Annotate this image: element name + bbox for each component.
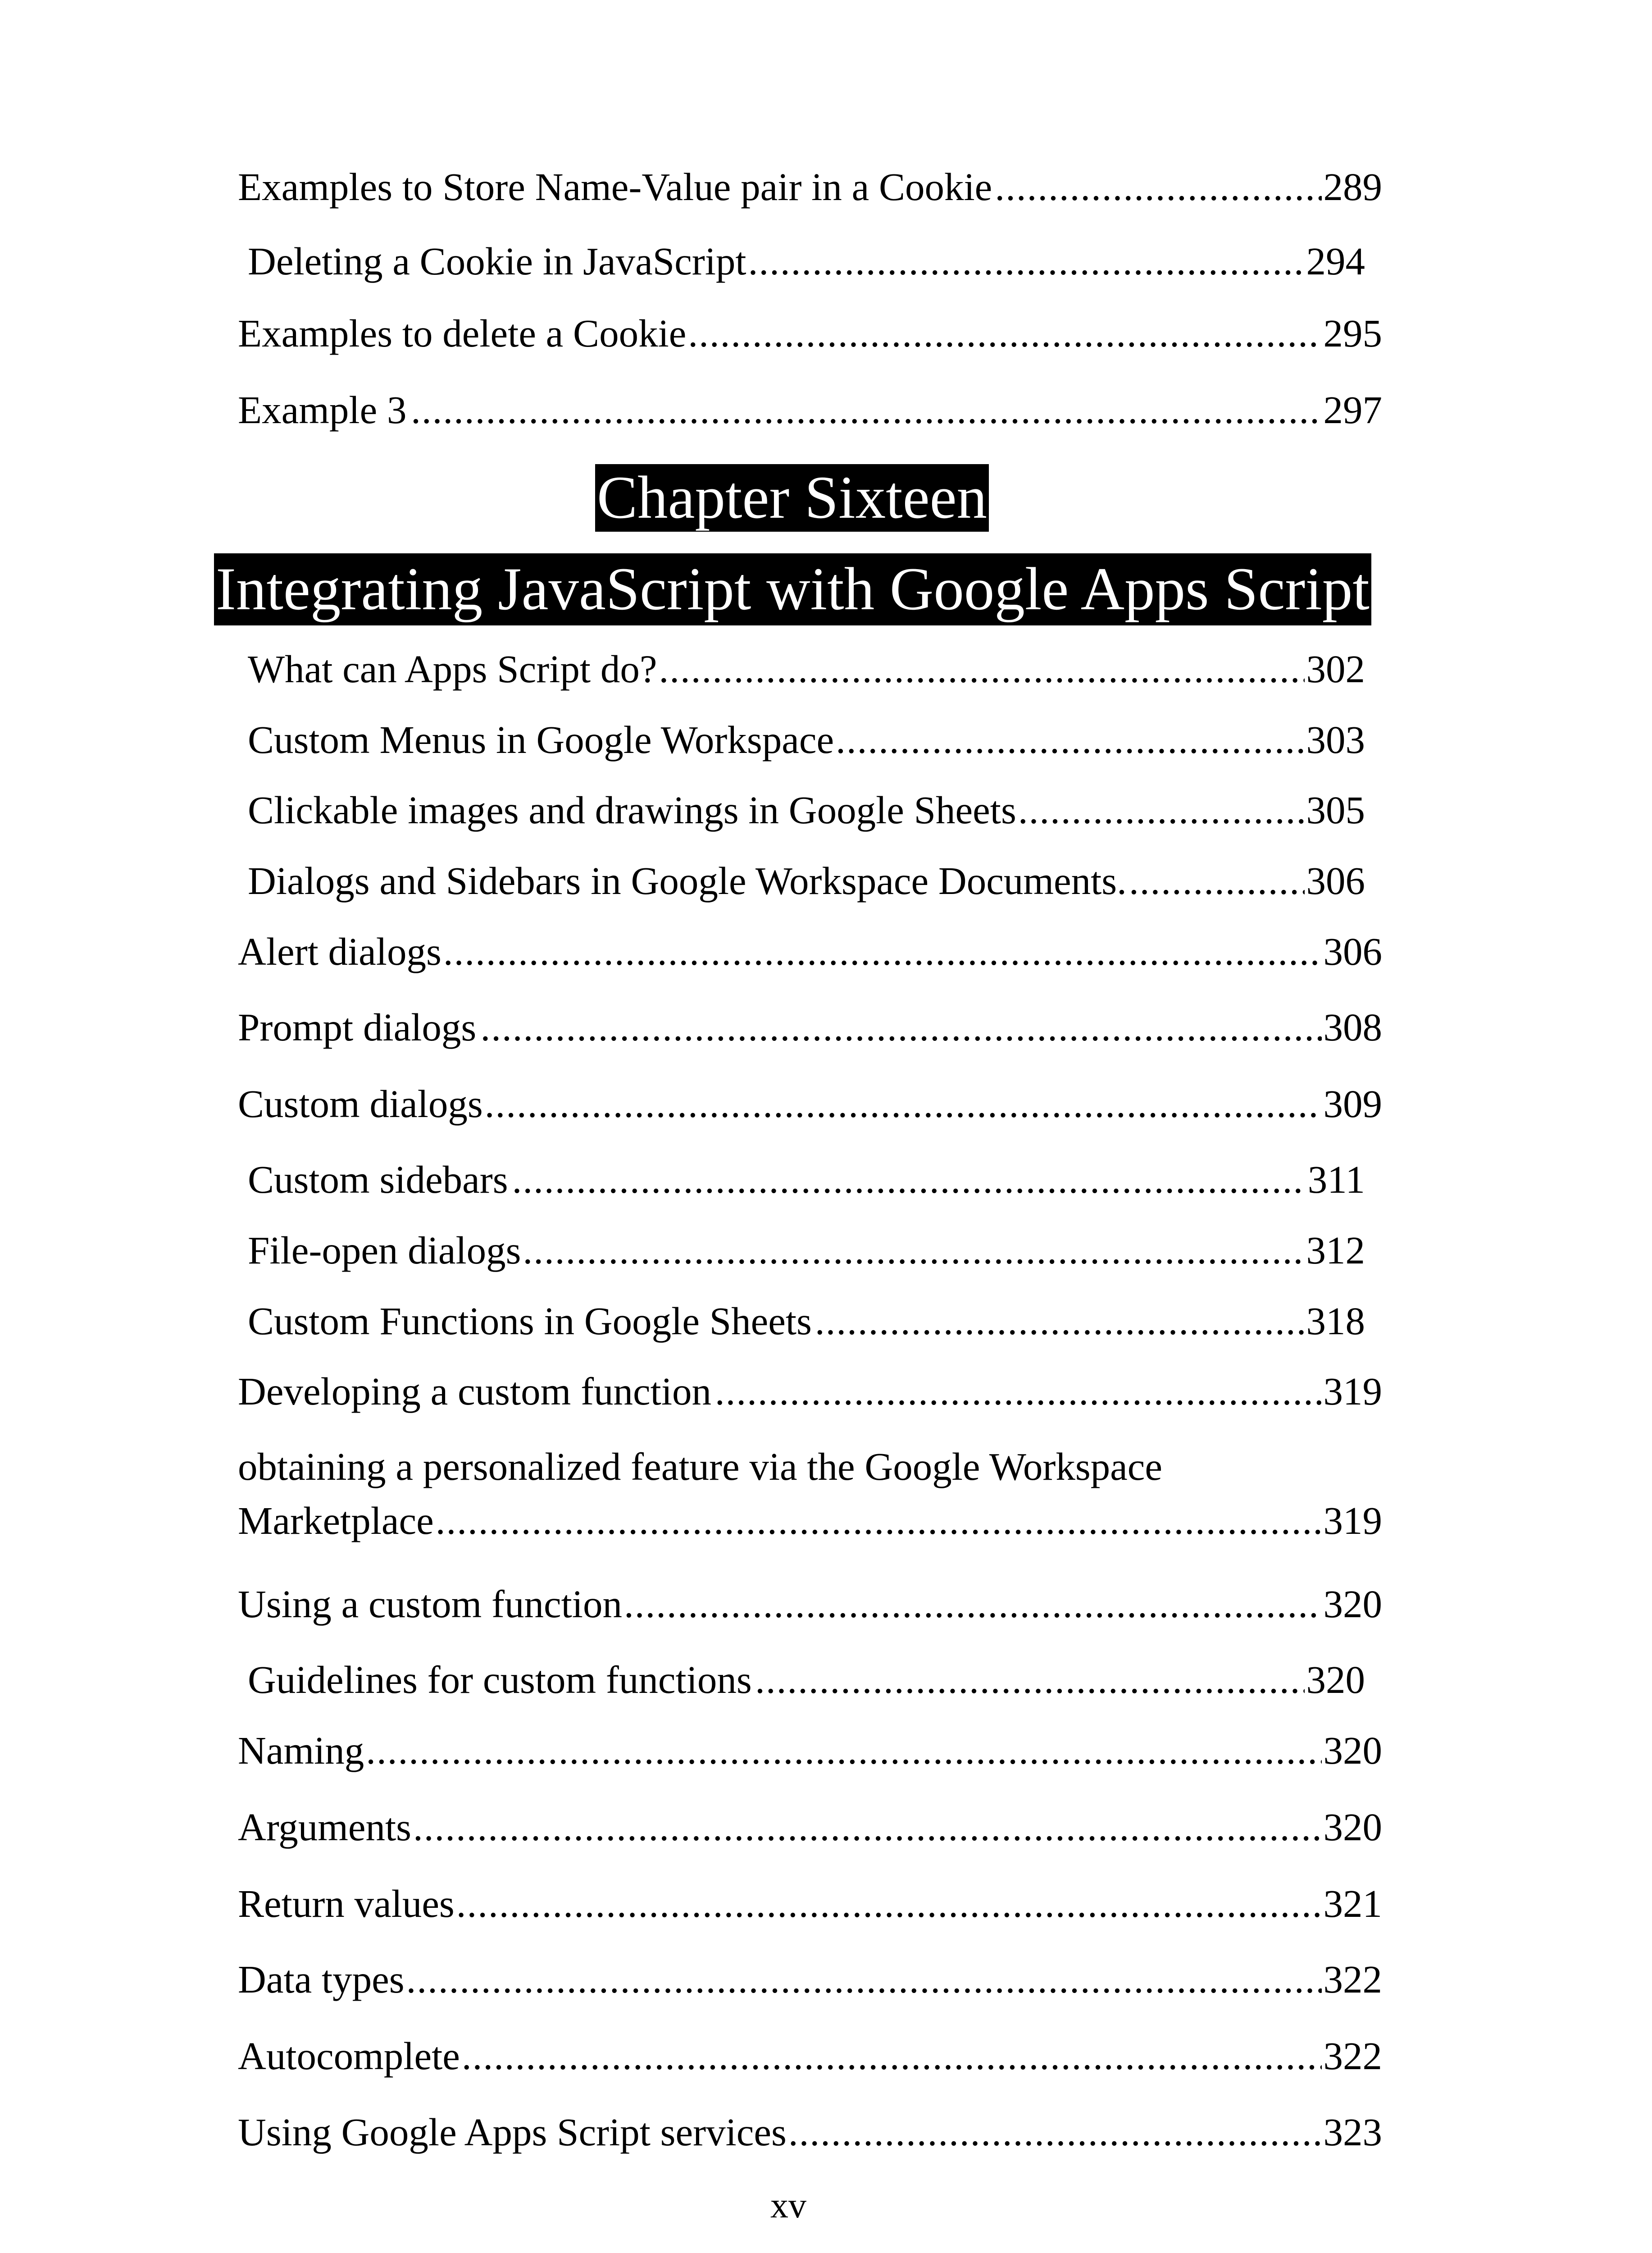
toc-entry-title: Clickable images and drawings in Google Sheets [248,788,1016,832]
toc-entry-page: 303 [1306,718,1365,762]
toc-entry[interactable] [238,1579,1382,1629]
dot-leader [755,1655,1304,1705]
dot-leader [659,644,1304,694]
toc-entry-page: 322 [1323,1957,1382,2001]
toc-entry-title: Return values [238,1882,455,1925]
toc-entry-title: File-open dialogs [248,1228,521,1272]
toc-entry-page: 297 [1323,388,1382,432]
toc-entry-title: Naming [238,1729,364,1772]
dot-leader [715,1367,1322,1416]
toc-entry[interactable] [238,385,1382,435]
toc-entry[interactable] [238,1802,1382,1852]
toc-entry-title: Developing a custom function [238,1369,712,1413]
dot-leader [411,385,1321,435]
dot-leader [512,1155,1306,1204]
toc-entry-title: Prompt dialogs [238,1005,477,1049]
dot-leader [462,2031,1322,2081]
toc-entry-title: Custom sidebars [248,1158,508,1201]
toc-entry-page: 305 [1306,788,1365,832]
toc-entry-title: Using a custom function [238,1582,622,1626]
toc-entry-title: Examples to Store Name-Value pair in a Cookie [238,165,992,209]
dot-leader [995,162,1321,212]
toc-entry[interactable] [248,1226,1365,1275]
toc-entry-page: 306 [1323,930,1382,973]
chapter-number-heading: Chapter Sixteen [595,464,989,532]
toc-entry-page: 311 [1307,1158,1365,1201]
toc-entry[interactable] [248,856,1365,906]
toc-entry[interactable] [248,1655,1365,1705]
toc-entry[interactable] [238,1955,1382,2004]
toc-entry-title: Custom Menus in Google Workspace [248,718,834,762]
dot-leader [815,1296,1305,1346]
toc-entry[interactable] [248,715,1365,765]
toc-entry[interactable] [238,1879,1382,1929]
toc-entry-title: What can Apps Script do? [248,647,657,691]
toc-entry-page: 294 [1306,239,1365,283]
toc-entry-page: 321 [1323,1882,1382,1925]
toc-entry-title: Deleting a Cookie in JavaScript [248,239,746,283]
dot-leader [443,927,1322,976]
toc-entry[interactable] [238,162,1382,212]
dot-leader [788,2107,1322,2157]
toc-entry[interactable] [238,1726,1382,1775]
toc-entry[interactable] [238,2107,1382,2157]
chapter-title-heading: Integrating JavaScript with Google Apps Script [214,553,1371,625]
toc-entry-page: 312 [1306,1228,1365,1272]
toc-entry-page: 320 [1306,1658,1365,1701]
toc-entry-title: Dialogs and Sidebars in Google Workspace Documents. [248,859,1127,903]
dot-leader [624,1579,1322,1629]
dot-leader [1129,856,1304,906]
toc-entry[interactable] [238,1079,1382,1129]
dot-leader [688,309,1321,358]
toc-entry-page: 289 [1323,165,1382,209]
toc-entry[interactable] [238,1003,1382,1052]
toc-entry[interactable] [238,1367,1382,1416]
toc-entry-page: 322 [1323,2034,1382,2078]
toc-entry[interactable] [248,237,1365,286]
toc-entry[interactable] [248,785,1365,835]
toc-entry[interactable] [248,1155,1365,1204]
toc-entry[interactable] [238,927,1382,976]
toc-entry-page: 306 [1306,859,1365,903]
toc-entry-title: Guidelines for custom functions [248,1658,752,1701]
toc-entry-title: Example 3 [238,388,407,432]
toc-entry-page: 295 [1323,311,1382,355]
toc-entry-page: 319 [1323,1499,1382,1542]
toc-entry-page: 320 [1323,1805,1382,1849]
toc-entry-page: 323 [1323,2110,1382,2154]
toc-entry[interactable] [238,2031,1382,2081]
dot-leader [485,1079,1322,1129]
toc-entry-title: Custom dialogs [238,1082,483,1126]
toc-entry-title: Arguments [238,1805,412,1849]
dot-leader [413,1802,1321,1852]
dot-leader [748,237,1305,286]
toc-entry-title: Custom Functions in Google Sheets [248,1299,812,1343]
toc-entry-title: Alert dialogs [238,930,441,973]
dot-leader [836,715,1304,765]
dot-leader [1018,785,1305,835]
toc-entry-page: 309 [1323,1082,1382,1126]
toc-entry-title-line1: obtaining a personalized feature via the Google Workspace [238,1445,1163,1488]
toc-entry-title: Autocomplete [238,2034,460,2078]
toc-entry-page: 302 [1306,647,1365,691]
dot-leader [406,1955,1322,2004]
toc-entry[interactable] [238,309,1382,358]
toc-entry-page: 320 [1323,1729,1382,1772]
toc-entry-title: Data types [238,1957,405,2001]
dot-leader [436,1494,1322,1548]
dot-leader [481,1003,1322,1052]
dot-leader [366,1726,1321,1775]
toc-entry-title: Examples to delete a Cookie [238,311,687,355]
toc-entry[interactable] [248,1296,1365,1346]
dot-leader [456,1879,1322,1929]
toc-entry-title: Using Google Apps Script services [238,2110,787,2154]
dot-leader [523,1226,1305,1275]
toc-entry-page: 308 [1323,1005,1382,1049]
toc-entry-page: 320 [1323,1582,1382,1626]
toc-entry-page: 319 [1323,1369,1382,1413]
toc-entry-title-line2: Marketplace [238,1499,434,1542]
toc-entry-page: 318 [1306,1299,1365,1343]
page-number-folio: xv [770,2186,806,2226]
toc-entry[interactable] [248,644,1365,694]
toc-entry-multiline[interactable] [238,1440,1382,1548]
